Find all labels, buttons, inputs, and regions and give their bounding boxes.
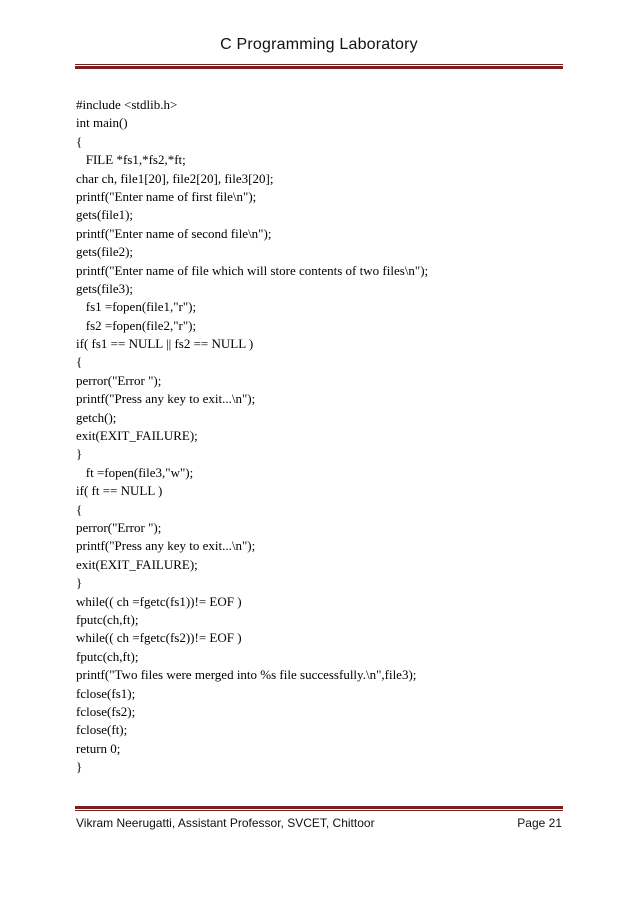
code-line: if( ft == NULL ) [76,483,163,499]
code-line: exit(EXIT_FAILURE); [76,556,198,572]
code-line: fclose(ft); [76,722,128,738]
code-line: FILE *fs1,*fs2,*ft; [76,152,186,168]
page-header-title: C Programming Laboratory [220,36,418,53]
code-line: char ch, file1[20], file2[20], file3[20]; [76,170,274,186]
code-line: perror("Error "); [76,519,162,535]
code-line: gets(file1); [76,207,134,223]
footer-page-number: Page 21 [517,816,562,830]
code-line: printf("Press any key to exit...\n"); [76,538,256,554]
code-line: } [76,575,83,591]
code-line: printf("Press any key to exit...\n"); [76,391,256,407]
footer-rule [75,806,563,811]
code-line: printf("Enter name of file which will store contents of two files\n"); [76,262,429,278]
code-line: if( fs1 == NULL || fs2 == NULL ) [76,336,254,352]
code-listing [76,96,566,776]
code-line: { [76,133,83,149]
code-line: gets(file2); [76,244,134,260]
code-line: fs2 =fopen(file2,"r"); [76,317,197,333]
code-line: printf("Two files were merged into %s file successfully.\n",file3); [76,667,417,683]
code-line: { [76,501,83,517]
code-line: } [76,759,83,775]
code-line: return 0; [76,740,121,756]
code-line: while(( ch =fgetc(fs2))!= EOF ) [76,630,242,646]
code-line: ft =fopen(file3,"w"); [76,464,194,480]
code-line: int main() [76,115,128,131]
code-line: gets(file3); [76,280,134,296]
footer-author: Vikram Neerugatti, Assistant Professor, SVCET, Chittoor [76,816,375,830]
code-line: printf("Enter name of second file\n"); [76,225,272,241]
code-line: exit(EXIT_FAILURE); [76,428,198,444]
code-line: } [76,446,83,462]
header-rule [75,64,563,69]
code-line: fs1 =fopen(file1,"r"); [76,299,197,315]
code-line: fputc(ch,ft); [76,648,139,664]
code-line: while(( ch =fgetc(fs1))!= EOF ) [76,593,242,609]
code-line: fclose(fs1); [76,685,136,701]
code-line: printf("Enter name of first file\n"); [76,188,257,204]
code-line: fclose(fs2); [76,703,136,719]
code-line: { [76,354,83,370]
code-line: #include <stdlib.h> [76,97,178,112]
code-line: perror("Error "); [76,372,162,388]
code-line: getch(); [76,409,117,425]
code-line: fputc(ch,ft); [76,611,139,627]
